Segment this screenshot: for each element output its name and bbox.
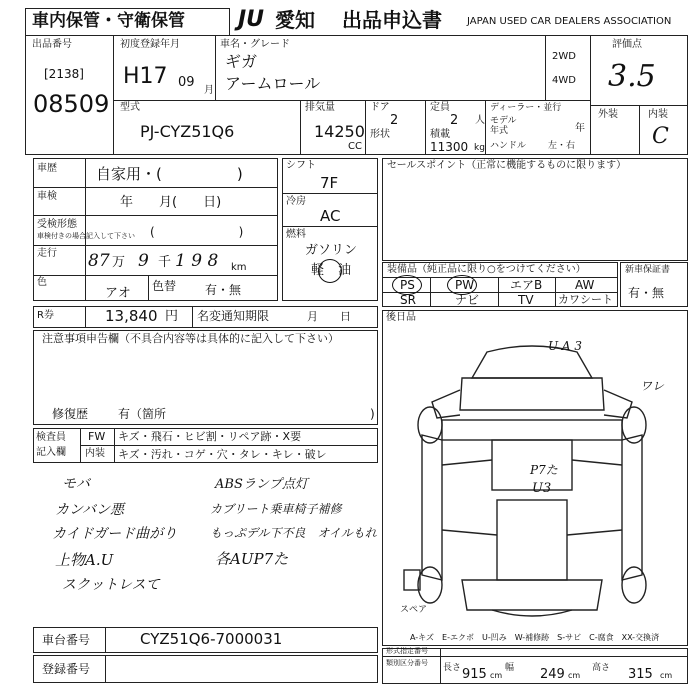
ps-circle-mark <box>392 275 422 295</box>
shift-label: シフト <box>286 160 316 171</box>
shape-label: 形状 <box>370 129 390 140</box>
type-value: PJ-CYZ51Q6 <box>140 122 235 141</box>
model-grade: アームロール <box>225 74 321 93</box>
equip-leather-seat: カワシート <box>558 293 613 306</box>
r-ticket-label: R券 <box>37 310 54 321</box>
rear-seat-label: 後日品 <box>386 312 416 323</box>
pw-circle-mark <box>447 275 477 295</box>
load-value: 11300 <box>430 140 469 154</box>
inspector-fw-items: キズ・飛石・ヒビ割・リペア跡・X要 <box>118 430 302 443</box>
lot-number: 08509 <box>33 90 110 118</box>
first-reg-month-unit: 月 <box>204 85 214 96</box>
note-left-3: カイドガード曲がり <box>52 526 178 542</box>
inspector-label-2: 記入欄 <box>36 447 66 458</box>
first-reg-label: 初度登録年月 <box>120 39 180 50</box>
fuel-circle-mark <box>318 259 342 283</box>
new-warranty-options: 有・無 <box>628 286 665 300</box>
note-left-1: モバ <box>62 476 90 492</box>
capacity-value: 2 <box>450 113 459 128</box>
mileage-man-unit: 万 <box>112 255 126 270</box>
sales-point-label: セールスポイント（正常に機能するものに限ります） <box>387 160 627 171</box>
type-label: 型式 <box>120 102 140 113</box>
cert-number-label: 形式指定番号 <box>386 647 428 655</box>
note-right-1: ABSランプ点灯 <box>215 477 308 492</box>
drive-4wd: 4WD <box>552 75 576 86</box>
repair-close: ) <box>370 407 375 421</box>
length-unit: cm <box>490 671 503 680</box>
model-year-unit: 年 <box>575 123 585 134</box>
sales-point-block <box>382 158 688 261</box>
note-right-3: もっぷデル下不良 オイルもれ <box>210 526 377 540</box>
diagram-top-note: U A 3 <box>548 339 583 353</box>
equip-pw: PW <box>455 278 475 292</box>
color-change-label: 色替 <box>152 279 177 293</box>
lot-sub-number: [2138] <box>44 67 84 81</box>
fuel-label: 燃料 <box>286 229 306 240</box>
receipt-note: 車検付きの場合記入して下さい <box>37 232 135 240</box>
vehicle-diagram <box>382 330 688 630</box>
shaken-label: 車検 <box>37 191 57 202</box>
repair-value: 有（箇所 <box>118 407 167 421</box>
handle-label: ハンドル <box>490 141 527 151</box>
height-label: 高さ <box>592 663 611 673</box>
height-unit: cm <box>660 671 673 680</box>
doors-value: 2 <box>390 113 399 128</box>
width-label: 幅 <box>505 663 515 673</box>
handle-options: 左・右 <box>548 141 576 151</box>
doors-label: ドア <box>370 102 390 113</box>
width-unit: cm <box>568 671 581 680</box>
fuel-light: 軽 <box>311 263 325 278</box>
mileage-man: 87 <box>88 251 110 271</box>
interior-score: C <box>652 124 669 149</box>
model-year-label: モデル 年式 <box>490 116 517 136</box>
first-reg-year: H17 <box>123 64 168 89</box>
shift-value: 7F <box>320 174 339 192</box>
reg-number-label: 登録番号 <box>42 662 91 676</box>
new-warranty-label: 新車保証書 <box>625 265 671 275</box>
chassis-value: CYZ51Q6-7000031 <box>140 630 283 648</box>
name-change-value: 月 日 <box>307 310 351 323</box>
repair-label: 修復歴 <box>52 407 89 421</box>
notes-label: 注意事項申告欄（不具合内容等は具体的に記入して下さい） <box>42 332 339 345</box>
diagram-center-note-2: U3 <box>532 481 552 496</box>
rating-label: 評価点 <box>612 39 642 50</box>
form-title: 出品申込書 <box>342 8 442 32</box>
spare-label: スペア <box>400 605 428 615</box>
equip-ps: PS <box>400 278 415 292</box>
equip-tv: TV <box>518 293 534 307</box>
lot-label: 出品番号 <box>32 39 72 50</box>
note-left-2: カンバン悪 <box>55 502 125 518</box>
chassis-label: 車台番号 <box>42 633 91 647</box>
equipment-label: 装備品（純正品に限り○をつけてください） <box>387 264 586 275</box>
dealer-label: ディーラー・並行 <box>490 103 562 113</box>
note-right-2: カブリート乗車椅子補修 <box>210 502 342 516</box>
storage-title: 車内保管・守衛保管 <box>32 11 185 31</box>
color-label: 色 <box>37 277 47 288</box>
org-name: 愛知 <box>275 8 315 32</box>
length-label: 長さ <box>443 663 462 673</box>
class-number-label: 類別区分番号 <box>386 659 428 667</box>
equip-airbag: エアB <box>510 278 543 292</box>
inspector-interior: 内装 <box>85 448 105 459</box>
history-label: 車歴 <box>37 163 57 174</box>
displacement-label: 排気量 <box>305 102 335 113</box>
diagram-side-note: ワレ <box>640 379 665 393</box>
inspector-fw: FW <box>88 430 106 443</box>
mileage-label: 走行 <box>37 248 57 259</box>
equip-aw: AW <box>575 278 595 292</box>
name-change-label: 名変通知期限 <box>197 309 270 323</box>
mileage-rest: 1 9 8 <box>175 251 219 271</box>
displacement-unit: CC <box>348 141 362 152</box>
exterior-label: 外装 <box>598 109 618 120</box>
note-left-4: 上物A.U <box>55 551 114 569</box>
diagram-center-note-1: P7た <box>530 463 558 477</box>
capacity-unit: 人 <box>475 115 485 126</box>
history-value: 自家用・( ) <box>96 165 243 183</box>
first-reg-month: 09 <box>178 75 195 90</box>
shaken-value: 年 月( 日) <box>120 195 222 210</box>
ju-logo: JU <box>238 7 265 32</box>
inspector-label-1: 検査員 <box>36 432 66 443</box>
load-unit: kg <box>474 143 485 153</box>
rating-score: 3.5 <box>608 59 656 94</box>
association-name: JAPAN USED CAR DEALERS ASSOCIATION <box>467 16 672 27</box>
damage-legend: A-キズ E-エクボ U-凹み W-補修跡 S-サビ C-腐食 XX-交換済 <box>410 633 660 642</box>
mileage-thou: 9 <box>138 251 149 271</box>
aircon-value: AC <box>320 207 341 225</box>
note-left-5: スクットレスて <box>62 577 160 593</box>
interior-label: 内装 <box>648 109 668 120</box>
length-value: 915 <box>462 667 487 682</box>
receipt-value: ( ) <box>150 225 244 239</box>
capacity-label: 定員 <box>430 102 450 113</box>
equip-navi: ナビ <box>455 293 480 307</box>
inspector-interior-items: キズ・汚れ・コゲ・穴・タレ・キレ・破レ <box>118 448 327 461</box>
color-value: アオ <box>105 286 131 301</box>
fuel-gasoline: ガソリン <box>305 243 358 258</box>
receipt-label: 受検形態 <box>37 219 77 230</box>
model-label: 車名・グレード <box>220 39 290 50</box>
drive-2wd: 2WD <box>552 51 576 62</box>
load-label: 積載 <box>430 129 450 140</box>
note-right-4: 各AUP7た <box>215 550 289 568</box>
mileage-unit: km <box>231 262 247 273</box>
r-ticket-unit: 円 <box>165 309 179 324</box>
width-value: 249 <box>540 667 565 682</box>
model-name: ギガ <box>225 52 258 71</box>
aircon-label: 冷房 <box>286 196 306 207</box>
displacement-value: 14250 <box>314 122 365 141</box>
mileage-thou-unit: 千 <box>158 255 172 270</box>
height-value: 315 <box>628 667 653 682</box>
color-change-options: 有・無 <box>205 283 242 297</box>
r-ticket-value: 13,840 <box>105 307 158 325</box>
fuel-oil: 油 <box>338 263 352 278</box>
equip-sr: SR <box>400 293 416 307</box>
